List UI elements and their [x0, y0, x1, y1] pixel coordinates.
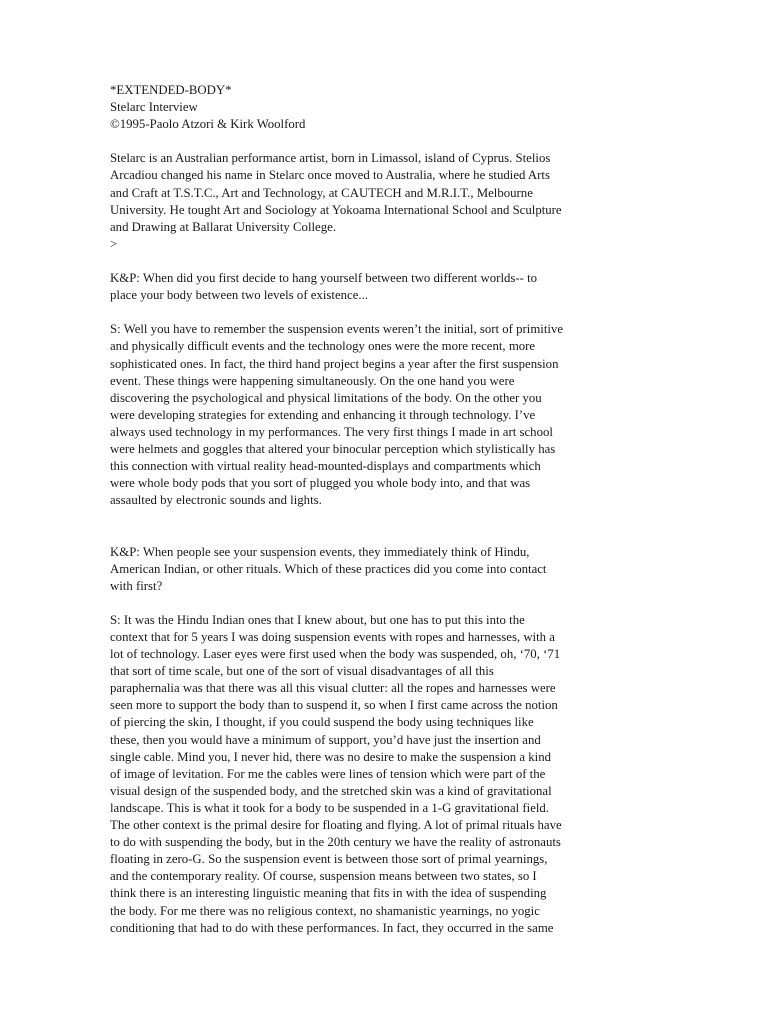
- answer-line: were whole body pods that you sort of plugged you whole body into, and that was: [110, 476, 531, 491]
- answer-line: event. These things were happening simultaneously. On the one hand you were: [110, 373, 515, 388]
- paragraph-gap: [110, 595, 670, 612]
- answer-line: assaulted by electronic sounds and lights.: [110, 493, 322, 508]
- intro-line: and Drawing at Ballarat University College.: [110, 219, 337, 234]
- answer-line: these, then you would have a minimum of support, you’d have just the insertion and: [110, 732, 541, 747]
- intro-line: >: [110, 236, 118, 251]
- answer-paragraph-2: [110, 612, 670, 937]
- answer-line: single cable. Mind you, I never hid, there was no desire to make the suspension a kind: [110, 749, 552, 764]
- answer-line: that sort of time scale, but one of the sort of visual disadvantages of all this: [110, 664, 494, 679]
- answer-line: and physically difficult events and the technology ones were the more recent, more: [110, 339, 536, 354]
- question-line: K&P: When people see your suspension events, they immediately think of Hindu,: [110, 544, 530, 559]
- question-paragraph-1: [110, 270, 670, 304]
- question-line: with first?: [110, 578, 163, 593]
- question-line: place your body between two levels of existence...: [110, 288, 368, 303]
- answer-line: were helmets and goggles that altered your binocular perception which stylistically has: [110, 441, 556, 456]
- answer-paragraph-1: [110, 321, 670, 509]
- answer-line: of piercing the skin, I thought, if you could suspend the body using techniques like: [110, 715, 534, 730]
- answer-line: conditioning that had to do with these performances. In fact, they occurred in the same: [110, 920, 554, 935]
- question-line: American Indian, or other rituals. Which of these practices did you come into contact: [110, 561, 547, 576]
- document-title: *EXTENDED-BODY*: [110, 83, 232, 97]
- answer-line: always used technology in my performances. The very first things I made in art school: [110, 424, 553, 439]
- paragraph-gap: [110, 133, 670, 150]
- answer-line: seen more to support the body than to suspend it, so when I first came across the notion: [110, 698, 558, 713]
- answer-line: think there is an interesting linguistic meaning that fits in with the idea of suspending: [110, 886, 547, 901]
- answer-line: of image of levitation. For me the cables were lines of tension which were part of the: [110, 766, 546, 781]
- question-paragraph-2: [110, 544, 670, 595]
- paragraph-gap: [110, 253, 670, 270]
- answer-line: to do with suspending the body, but in the 20th century we have the reality of astronauts: [110, 835, 561, 850]
- answer-line: S: It was the Hindu Indian ones that I knew about, but one has to put this into the: [110, 612, 525, 627]
- answer-line: the body. For me there was no religious context, no shamanistic yearnings, no yogic: [110, 903, 540, 918]
- answer-line: floating in zero-G. So the suspension event is between those sort of primal yearnings,: [110, 852, 548, 867]
- intro-line: University. He tought Art and Sociology at Yokoama International School and Sculpture: [110, 202, 562, 217]
- copyright-line: ©1995-Paolo Atzori & Kirk Woolford: [110, 117, 306, 132]
- document-subtitle: Stelarc Interview: [110, 100, 198, 115]
- paragraph-gap: [110, 304, 670, 321]
- answer-line: landscape. This is what it took for a body to be suspended in a 1-G gravitational field.: [110, 800, 550, 815]
- answer-line: sophisticated ones. In fact, the third hand project begins a year after the first suspension: [110, 356, 559, 371]
- answer-line: S: Well you have to remember the suspension events weren’t the initial, sort of primitive: [110, 322, 564, 337]
- answer-line: paraphernalia was that there was all this visual clutter: all the ropes and harnesses were: [110, 681, 556, 696]
- answer-line: visual design of the suspended body, and the stretched skin was a kind of gravitational: [110, 783, 552, 798]
- intro-paragraph: [110, 150, 670, 253]
- answer-line: this connection with virtual reality head-mounted-displays and compartments which: [110, 459, 541, 474]
- answer-line: discovering the psychological and physical limitations of the body. On the other you: [110, 390, 542, 405]
- document-page: [110, 82, 670, 937]
- answer-line: The other context is the primal desire for floating and flying. A lot of primal rituals have: [110, 818, 562, 833]
- answer-line: were developing strategies for extending and enhancing it through technology. I’ve: [110, 407, 536, 422]
- answer-line: and the contemporary reality. Of course, suspension means between two states, so I: [110, 869, 537, 884]
- intro-line: Stelarc is an Australian performance artist, born in Limassol, island of Cyprus. Stelios: [110, 151, 551, 166]
- answer-line: lot of technology. Laser eyes were first used when the body was suspended, oh, ‘70, ‘71: [110, 647, 561, 662]
- intro-line: and Craft at T.S.T.C., Art and Technology, at CAUTECH and M.R.I.T., Melbourne: [110, 185, 533, 200]
- answer-line: context that for 5 years I was doing suspension events with ropes and harnesses, with a: [110, 630, 555, 644]
- intro-line: Arcadiou changed his name in Stelarc once moved to Australia, where he studied Arts: [110, 168, 550, 183]
- question-line: K&P: When did you first decide to hang yourself between two different worlds-- to: [110, 271, 538, 286]
- paragraph-gap: [110, 509, 670, 543]
